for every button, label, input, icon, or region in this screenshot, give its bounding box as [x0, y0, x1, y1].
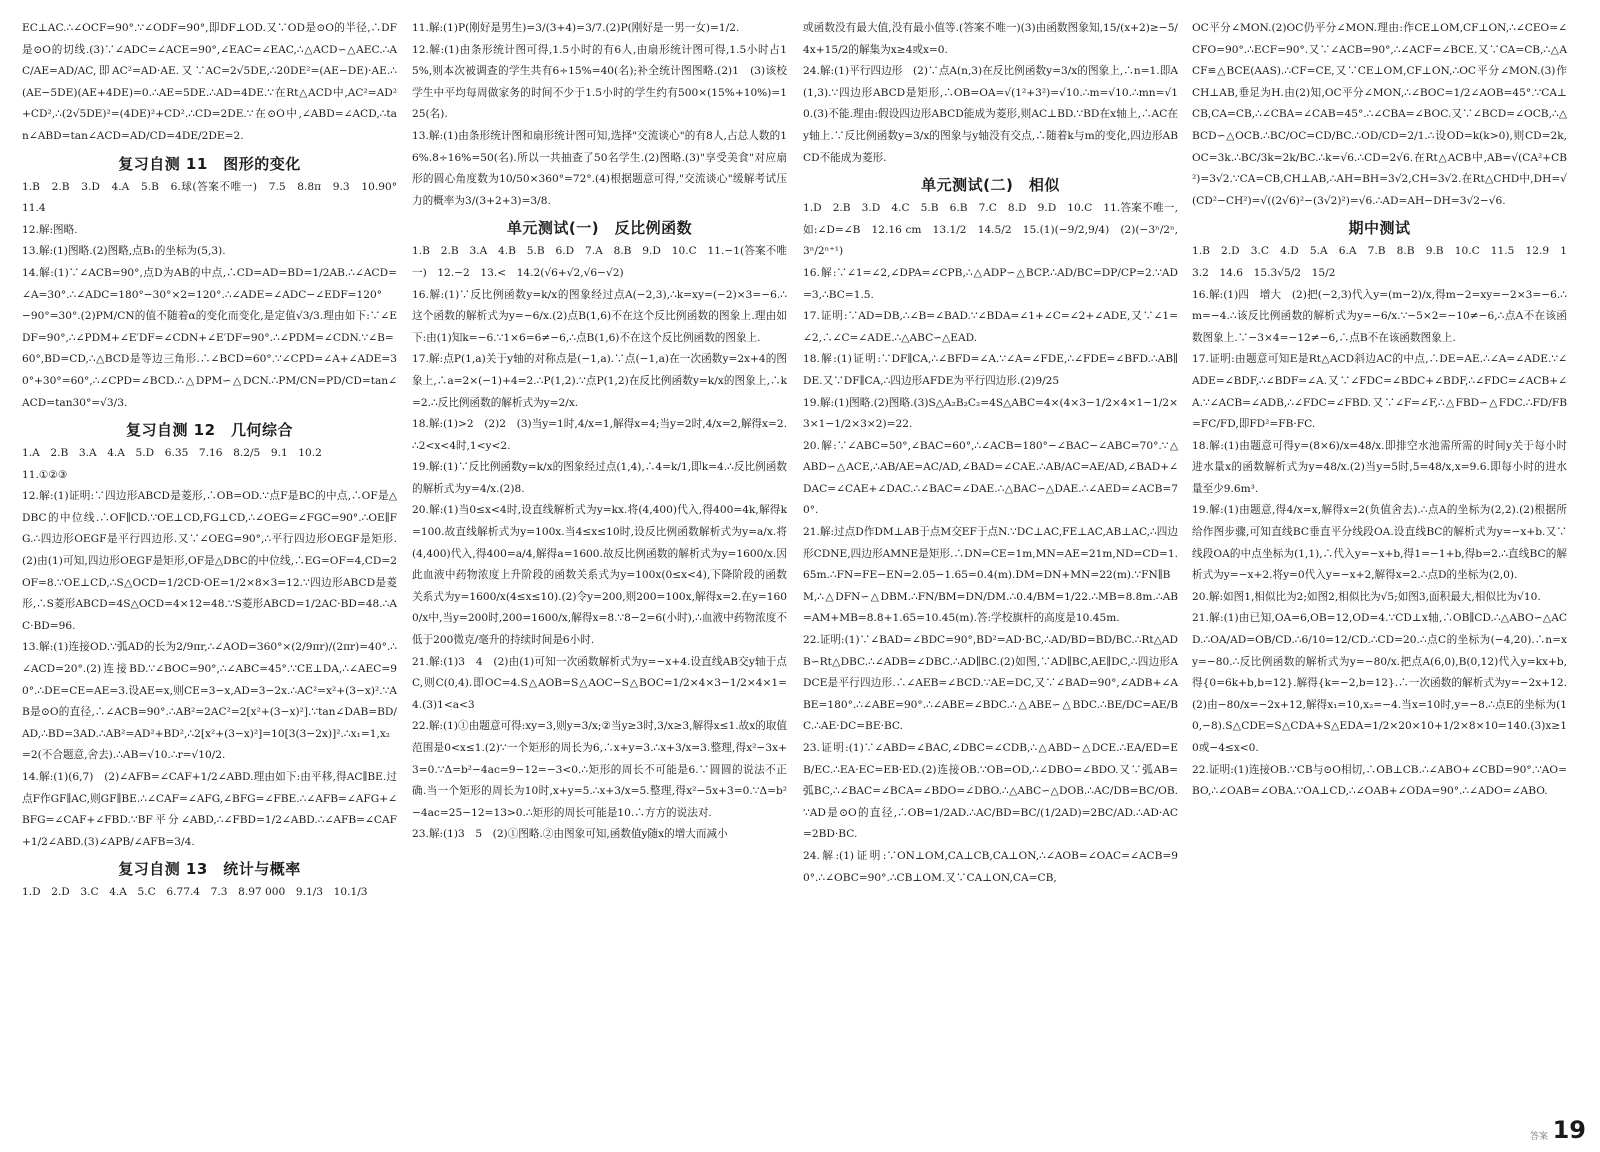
answer-paragraph: 22.证明:(1)∵∠BAD=∠BDC=90°,BD²=AD·BC,∴AD/BD=BD/BC.∴Rt△ADB∽Rt△DBC.∴∠ADB=∠DBC.∴AD∥BC.(2)如图,∵AD∥BC,AE∥DC,∴四边形ADCE是平行四边形.∴∠AEB=∠BCD.∵AE=DC,又∵∠BAD=90°,∠ADB+∠ABE=180°.∴∠ABE=90°.∴∠ABE=∠BDC.∴△ABE∽△BDC.∴BE/DC=AE/BC.∴AE·DC=BE·BC.	[803, 634, 1178, 733]
answer-paragraph: 12.解:(1)证明:∵四边形ABCD是菱形,∴OB=OD.∵点F是BC的中点,∴OF是△DBC的中位线.∴OF∥CD.∵OE⊥CD,FG⊥CD,∴∠OEG=∠FGC=90°.∴OE∥FG.∴四边形OEGF是平行四边形.又∵∠OEG=90°,∴平行四边形OEGF是矩形.(2)由(1)可知,四边形OEGF是矩形,OF是△DBC的中位线,∴EG=OF=4,CD=2OF=8.∵OE⊥CD,∴S△OCD=1/2CD·OE=1/2×8×3=12.∵四边形ABCD是菱形,∴S菱形ABCD=4S△OCD=4×12=48.∵S菱形ABCD=1/2AC·BD=48.∴AC·BD=96.	[22, 490, 397, 632]
answer-paragraph: 17.解:点P(1,a)关于y轴的对称点是(−1,a).∵点(−1,a)在一次函数y=2x+4的图象上,∴a=2×(−1)+4=2.∴P(1,2).∵点P(1,2)在反比例函数y=k/x的图象上,∴k=2.∴反比例函数的解析式为y=2/x.	[412, 353, 787, 409]
answer-paragraph: 1.D 2.B 3.D 4.C 5.B 6.B 7.C 8.D 9.D 10.C 11.答案不唯一,如:∠D=∠B 12.16 cm 13.1/2 14.5/2 15.(1)(−9/2,9/4) (2)(−3ⁿ/2ⁿ,3ⁿ/2ⁿ⁺¹)	[803, 202, 1178, 258]
answer-paragraph: 11.①②③	[22, 468, 68, 481]
answer-paragraph: 11.解:(1)P(刚好是男生)=3/(3+4)=3/7.(2)P(刚好是一男一女)=1/2.	[412, 22, 740, 34]
column-1	[22, 18, 408, 1122]
page-number: 19	[1552, 1116, 1586, 1144]
answer-paragraph: 19.解:(1)由题意,得4/x=x,解得x=2(负值舍去).∴点A的坐标为(2,2).(2)根据所给作图步骤,可知直线BC垂直平分线段OA.设直线BC的解析式为y=−x+b.又∵线段OA的中点坐标为(1,1),∴代入y=−x+b,得1=−1+b,得b=2.∴直线BC的解析式为y=−x+2.将y=0代入y=−x+2,解得x=2.∴点D的坐标为(2,0).	[1192, 504, 1567, 582]
answer-paragraph: 12.解:图略.	[22, 223, 78, 236]
answer-paragraph: 22.解:(1)①由题意可得:xy=3,则y=3/x;②当y≥3时,3/x≥3,解得x≤1.故x的取值范围是0<x≤1.(2)∵一个矩形的周长为6,∴x+y=3.∴x+3/x=3.整理,得x²−3x+3=0.∵Δ=b²−4ac=9−12=−3<0.∴矩形的周长不可能是6.∵圆圆的说法不正确.当一个矩形的周长为10时,x+y=5.∴x+3/x=5.整理,得x²−5x+3=0.∵Δ=b²−4ac=25−12=13>0.∴矩形的周长可能是10.∴方方的说法对.	[412, 720, 787, 819]
section-title: 单元测试(一) 反比例函数	[506, 219, 693, 238]
answer-paragraph: 14.解:(1)(6,7) (2)∠AFB=∠CAF+1/2∠ABD.理由如下:由平移,得AC∥BE.过点F作GF∥AC,则GF∥BE.∴∠CAF=∠AFG,∠BFG=∠FBE.∴∠AFB=∠AFG+∠BFG=∠CAF+∠FBD.∵BF平分∠ABD,∴∠FBD=1/2∠ABD.∴∠AFB=∠CAF+1/2∠ABD.(3)∠APB/∠AFB=3/4.	[22, 771, 397, 848]
answer-paragraph: 18.解:(1)证明:∵DF∥CA,∴∠BFD=∠A.∵∠A=∠FDE,∴∠FDE=∠BFD.∴AB∥DE.又∵DF∥CA,∴四边形AFDE为平行四边形.(2)9/25	[803, 353, 1178, 387]
answer-paragraph: 13.解:(1)图略.(2)图略,点B₁的坐标为(5,3).	[22, 245, 226, 258]
section-title: 期中测试	[1348, 219, 1411, 238]
answer-paragraph: 1.B 2.D 3.C 4.D 5.A 6.A 7.B 8.B 9.B 10.C 11.5 12.9 13.2 14.6 15.3√5/2 15/2	[1192, 245, 1567, 279]
section-title: 单元测试(二) 相似	[921, 176, 1060, 195]
answer-paragraph: 24.解:(1)平行四边形 (2)∵点A(n,3)在反比例函数y=3/x的图象上,∴n=1.即A(1,3).∵四边形ABCD是矩形,∴OB=OA=√(1²+3²)=√10.∴m=√10.∴mn=√10.(3)不能.理由:假设四边形ABCD能成为菱形,则AC⊥BD.∵BD在x轴上,∴AC在y轴上.∵反比例函数y=3/x的图象与y轴没有交点,∴随着k与m的变化,四边形ABCD不能成为菱形.	[803, 65, 1178, 164]
answer-paragraph: 12.解:(1)由条形统计图可得,1.5小时的有6人,由扇形统计图可得,1.5小时占15%,则本次被调查的学生共有6÷15%=40(名);补全统计图图略.(2)1 (3)该校学生中平均每周做家务的时间不少于1.5小时的学生约有500×(15%+10%)=125(名).	[412, 43, 787, 121]
column-2	[412, 18, 787, 1122]
answer-paragraph: 21.解:过点D作DM⊥AB于点M交EF于点N.∵DC⊥AC,FE⊥AC,AB⊥AC,∴四边形CDNE,四边形AMNE是矩形.∴DN=CE=1m,MN=AE=21m,ND=CD=1.65m.∴FN=FE−EN=2.05−1.65=0.4(m).DM=DN+MN=22(m).∵FN∥BM,∴△DFN∽△DBM.∴FN/BM=DN/DM.∴0.4/BM=1/22.∴MB=8.8m.∴AB=AM+MB=8.8+1.65=10.45(m).答:学校旗杆的高度是10.45m.	[803, 526, 1178, 625]
answer-paragraph: EC⊥AC.∴∠OCF=90°.∵∠ODF=90°,即DF⊥OD.又∵OD是⊙O的半径,∴DF是⊙O的切线.(3)∵∠ADC=∠ACE=90°,∠EAC=∠EAC,∴△ACD∽△AEC.∴AC/AE=AD/AC,即AC²=AD·AE.又∵AC=2√5DE,∴20DE²=(AE−DE)·AE.∴(AE−5DE)(AE+4DE)=0.∴AE=5DE.∴AD=4DE.∵在Rt△ACD中,AC²=AD²+CD²,∴(2√5DE)²=(4DE)²+CD².∴CD=2DE.∵在⊙O中,∠ABD=∠ACD,∴tan∠ABD=tan∠ACD=AD/CD=4DE/2DE=2.	[22, 22, 397, 142]
section-title: 复习自测 13 统计与概率	[118, 860, 301, 879]
answer-paragraph: 20.解:∵∠ABC=50°,∠BAC=60°,∴∠ACB=180°−∠BAC−∠ABC=70°.∵△ABD∽△ACE,∴AB/AE=AC/AD,∠BAD=∠CAE.∴AB/AC=AE/AD,∠BAD+∠DAC=∠CAE+∠DAC.∴∠BAC=∠DAE.∴△BAC∽△DAE.∴∠AED=∠ACB=70°.	[803, 439, 1178, 517]
answer-paragraph: 1.D 2.D 3.C 4.A 5.C 6.77.4 7.3 8.97 000 9.1/3 10.1/3	[22, 886, 368, 899]
answer-paragraph: 20.解:如图1,相似比为2;如图2,相似比为√5;如图3,面积最大,相似比为√10.	[1192, 590, 1541, 603]
answer-paragraph: 1.B 2.B 3.A 4.B 5.B 6.D 7.A 8.B 9.D 10.C 11.−1(答案不唯一) 12.−2 13.< 14.2(√6+√2,√6−√2)	[412, 245, 787, 279]
answer-paragraph: 16.解:(1)∵反比例函数y=k/x的图象经过点A(−2,3),∴k=xy=(−2)×3=−6.∴这个函数的解析式为y=−6/x.(2)点B(1,6)不在这个反比例函数的图象上.理由如下:由(1)知k=−6.∵1×6=6≠−6,∴点B(1,6)不在这个反比例函数的图象上.	[412, 288, 787, 344]
section-title: 复习自测 11 图形的变化	[118, 154, 301, 173]
answer-paragraph: 23.证明:(1)∵∠ABD=∠BAC,∠DBC=∠CDB,∴△ABD∽△DCE.∴EA/ED=EB/EC.∴EA·EC=EB·ED.(2)连接OB.∵OB=OD,∴∠DBO=∠BDO.又∵弧AB=弧BC,∴∠BAC=∠BCA=∠BDO=∠DBO.∴△ABC∽△DOB.∴AC/DB=BC/OB.∵AD是⊙O的直径,∴OB=1/2AD.∴AC/BD=BC/(1/2AD)=2BC/AD.∴AD·AC=2BD·BC.	[803, 742, 1178, 841]
answer-paragraph: 17.证明:由题意可知E是Rt△ACD斜边AC的中点,∴DE=AE.∴∠A=∠ADE.∵∠ADE=∠BDF,∴∠BDF=∠A.又∵∠FDC=∠BDC+∠BDF,∴∠FDC=∠ACB+∠A.∵∠ACB=∠ADB,∴∠FDC=∠FBD.又∵∠F=∠F,∴△FBD∽△FDC.∴FD/FB=FC/FD,即FD²=FB·FC.	[1192, 353, 1567, 431]
answer-paragraph: 1.A 2.B 3.A 4.A 5.D 6.35 7.16 8.2/5 9.1 10.2	[22, 447, 322, 460]
answer-paragraph: 或函数没有最大值,没有最小值等.(答案不唯一)(3)由函数图象知,15/(x+2)≥−5/4x+15/2的解集为x≥4或x=0.	[803, 22, 1178, 56]
answer-paragraph: 18.解:(1)由题意可得y=(8×6)/x=48/x.即排空水池需所需的时间y关于每小时进水量x的函数解析式为y=48/x.(2)当y=5时,5=48/x,x=9.6.即每小时的进水量至少9.6m³.	[1192, 439, 1567, 495]
answer-paragraph: 21.解:(1)3 4 (2)由(1)可知一次函数解析式为y=−x+4.设直线AB交y轴于点C,则C(0,4).即OC=4.S△AOB=S△AOC−S△BOC=1/2×4×3−1/2×4×1=4.(3)1<a<3	[412, 655, 787, 711]
answer-paragraph: 24.解:(1)证明:∵ON⊥OM,CA⊥CB,CA⊥ON,∴∠AOB=∠OAC=∠ACB=90°.∴∠OBC=90°.∴CB⊥OM.又∵CA⊥ON,CA=CB,	[803, 849, 1178, 884]
answer-paragraph: 13.解:(1)连接OD.∵弧AD的长为2/9πr,∴∠AOD=360°×(2/9πr)/(2πr)=40°.∴∠ACD=20°.(2)连接BD.∵∠BOC=90°,∴∠ABC=45°.∵CE⊥DA,∴∠AEC=90°.∴DE=CE=AE=3.设AE=x,则CE=3−x,AD=3−2x.∴AC²=x²+(3−x)².∵AB是⊙O的直径,∴∠ACB=90°.∴AB²=2AC²=2[x²+(3−x)²].∵tan∠DAB=BD/AD,∴BD=3AD.∴AB²=AD²+BD²,∴2[x²+(3−x)²]=10[3(3−2x)]².∴x₁=1,x₂=2(不合题意,舍去).∴AB=√10.∴r=√10/2.	[22, 641, 397, 762]
answer-paragraph: 22.证明:(1)连接OB.∵CB与⊙O相切,∴OB⊥CB.∴∠ABO+∠CBD=90°.∵AO=BO,∴∠OAB=∠OBA.∵OA⊥CD,∴∠OAB+∠ODA=90°.∴∠ADO=∠ABO.	[1192, 763, 1567, 798]
answer-paragraph: 21.解:(1)由已知,OA=6,OB=12,OD=4.∵CD⊥x轴,∴OB∥CD.∴△ABO∽△ACD.∴OA/AD=OB/CD.∴6/10=12/CD.∴CD=20.∴点C的坐标为(−4,20).∴n=xy=−80.∴反比例函数的解析式为y=−80/x.把点A(6,0),B(0,12)代入y=kx+b,得{0=6k+b,b=12}.解得{k=−2,b=12}.∴一次函数的解析式为y=−2x+12.(2)由−80/x=−2x+12,解得x₁=10,x₂=−4.当x=10时,y=−8.∴点E的坐标为(10,−8).S△CDE=S△CDA+S△EDA=1/2×20×10+1/2×8×10=140.(3)x≥10或−4≤x<0.	[1192, 612, 1567, 754]
column-3	[803, 18, 1178, 1122]
answer-paragraph: 1.B 2.B 3.D 4.A 5.B 6.球(答案不唯一) 7.5 8.8π 9.3 10.90° 11.4	[22, 180, 408, 215]
answer-paragraph: 16.解:(1)四 增大 (2)把(−2,3)代入y=(m−2)/x,得m−2=xy=−2×3=−6.∴m=−4.∴该反比例函数的解析式为y=−6/x.∵−5×2=−10≠−6,∴点A不在该函数图象上.∵−3×4=−12≠−6,∴点B不在该函数图象上.	[1192, 288, 1567, 344]
answer-paragraph: 19.解:(1)图略.(2)图略.(3)S△A₂B₂C₂=4S△ABC=4×(4×3−1/2×4×1−1/2×3×1−1/2×3×2)=22.	[803, 396, 1178, 431]
footer-mark: 答案	[1529, 1132, 1548, 1142]
answer-paragraph: 20.解:(1)当0≤x<4时,设直线解析式为y=kx.将(4,400)代入,得400=4k,解得k=100.故直线解析式为y=100x.当4≤x≤10时,设反比例函数解析式为y=a/x.将(4,400)代入,得400=a/4,解得a=1600.故反比例函数的解析式为y=1600/x.因此血液中药物浓度上升阶段的函数关系式为y=100x(0≤x<4),下降阶段的函数关系式为y=1600/x(4≤x≤10).(2)令y=200,则200=100x,解得x=2.在y=1600/x中,当y=200时,200=1600/x,解得x=8.∵8−2=6(小时),∴血液中药物浓度不低于200微克/毫升的持续时间是6小时.	[412, 504, 787, 647]
answer-paragraph: OC平分∠MON.(2)OC仍平分∠MON.理由:作CE⊥OM,CF⊥ON,∴∠CEO=∠CFO=90°.∴ECF=90°.又∵∠ACB=90°,∴∠ACF=∠BCE.又∵CA=CB,∴△ACF≌△BCE(AAS).∴CF=CE,又∵CE⊥OM,CF⊥ON,∴OC平分∠MON.(3)作CH⊥AB,垂足为H.由(2)知,OC平分∠MON,∴∠BOC=1/2∠AOB=45°.∵CA⊥CB,CA=CB,∴∠CBA=∠CAB=45°.∴∠CBA=∠BOC.又∵∠BCD=∠OCB,∴△BCD∽△OCB.∴BC/OC=CD/BC.∴OD/CD=2/1.∴设OD=k(k>0),则CD=2k,OC=3k.∴BC/3k=2k/BC.∴k=√6.∴CD=2√6.在Rt△ACB中,AB=√(CA²+CB²)=3√2.∵CA=CB,CH⊥AB,∴AH=BH=3√2,CH=3√2.在Rt△CHD中,DH=√(CD²−CH²)=√((2√6)²−(3√2)²)=√6.∴AD=AH−DH=3√2−√6.	[1192, 22, 1567, 207]
section-title: 复习自测 12 几何综合	[125, 421, 294, 440]
answer-paragraph: 19.解:(1)∵反比例函数y=k/x的图象经过点(1,4),∴4=k/1,即k=4.∴反比例函数的解析式为y=4/x.(2)8.	[412, 461, 787, 495]
answer-paragraph: 14.解:(1)∵∠ACB=90°,点D为AB的中点,∴CD=AD=BD=1/2AB.∴∠ACD=∠A=30°.∴∠ADC=180°−30°×2=120°.∴∠ADE=∠ADC−∠EDF=120°−90°=30°.(2)PM/CN的值不随着α的变化而变化,是定值√3/3.理由如下:∵∠EDF=90°,∴∠PDM+∠E′DF=∠CDN+∠E′DF=90°.∴∠PDM=∠CDN.∵∠B=60°,BD=CD,∴△BCD是等边三角形.∴∠BCD=60°.∵∠CPD=∠A+∠ADE=30°+30°=60°,∴∠CPD=∠BCD.∴△DPM∽△DCN.∴PM/CN=PD/CD=tan∠ACD=tan30°=√3/3.	[22, 266, 397, 409]
answer-paragraph: 16.解:∵∠1=∠2,∠DPA=∠CPB,∴△ADP∽△BCP.∴AD/BC=DP/CP=2.∵AD=3,∴BC=1.5.	[803, 266, 1178, 301]
answer-paragraph: 13.解:(1)由条形统计图和扇形统计图可知,选择"交流谈心"的有8人,占总人数的16%.8÷16%=50(名).所以一共抽查了50名学生.(2)图略.(3)"享受美食"对应扇形的圆心角度数为10/50×360°=72°.(4)根据题意可得,"交流谈心"缓解考试压力的概率为3/(3+2+3)=3/8.	[412, 129, 787, 207]
answer-paragraph: 23.解:(1)3 5 (2)①图略.②由图象可知,函数值y随x的增大而减小	[412, 828, 728, 841]
answer-paragraph: 17.证明:∵AD=DB,∴∠B=∠BAD.∵∠BDA=∠1+∠C=∠2+∠ADE,又∵∠1=∠2,∴∠C=∠ADE.∴△ABC∽△EAD.	[803, 310, 1178, 344]
column-4	[1192, 18, 1567, 1122]
answer-paragraph: 18.解:(1)>2 (2)2 (3)当y=1时,4/x=1,解得x=4;当y=2时,4/x=2,解得x=2.∴2<x<4时,1<y<2.	[412, 418, 787, 452]
